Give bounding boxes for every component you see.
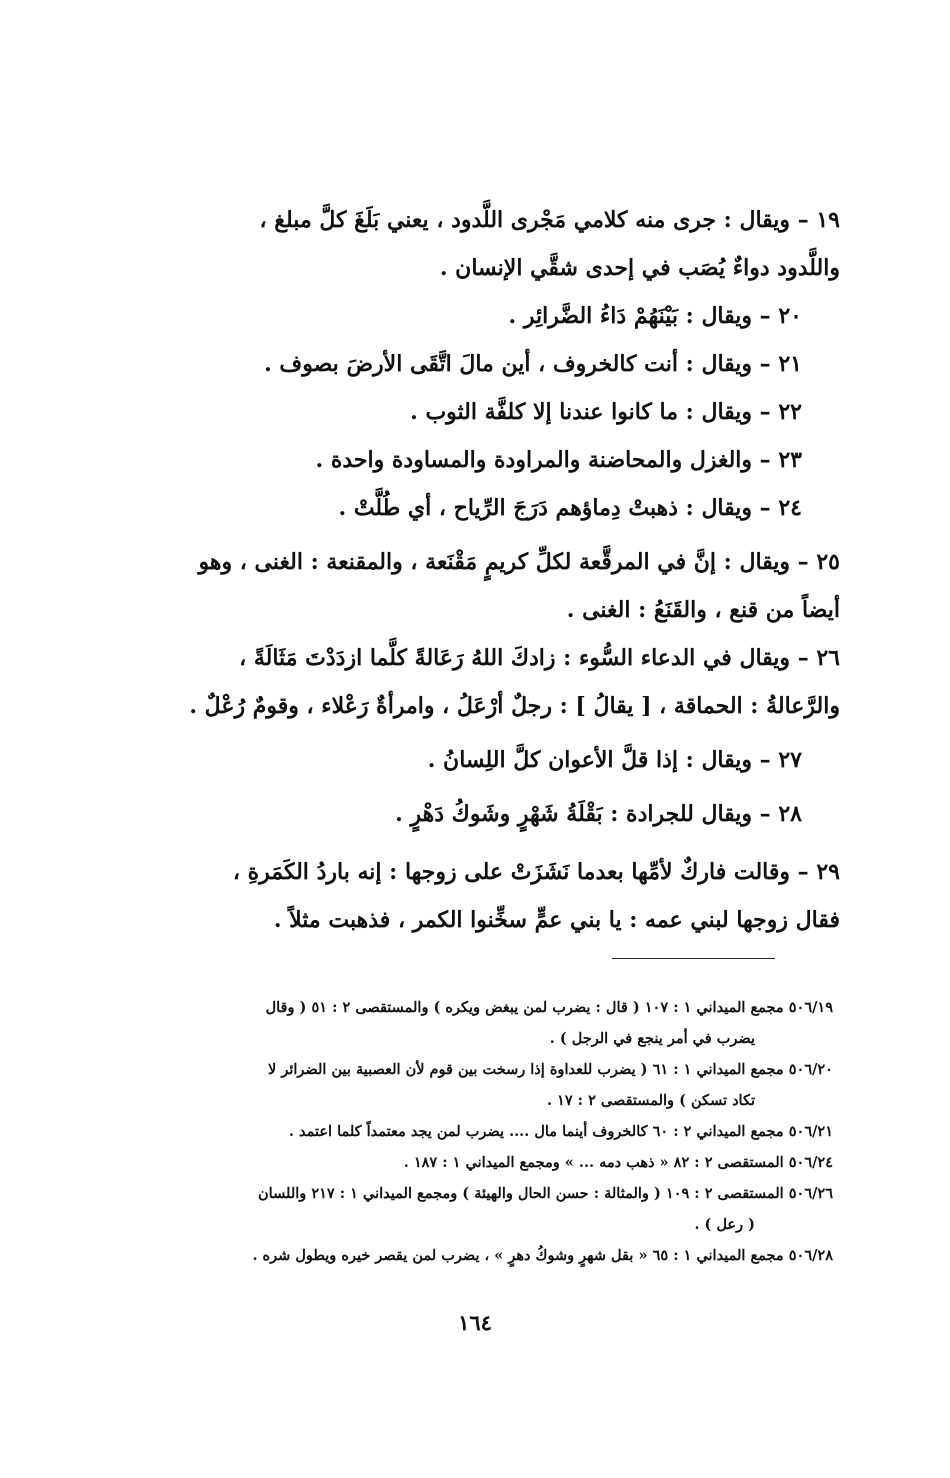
footnote-ref: ٥٠٦/٢٠ bbox=[788, 1061, 833, 1078]
entry-text: – ويقال : أنت كالخروف ، أين مالَ اتَّقَى الأرضَ بصوف . bbox=[264, 351, 771, 377]
footnote bbox=[105, 1178, 833, 1240]
entry-number: ٢١ bbox=[778, 351, 802, 377]
proverb-entry-23 bbox=[110, 436, 840, 484]
entry-number: ٢٥ bbox=[816, 549, 840, 575]
footnote-text: يضرب في أمر ينجع في الرجل ) . bbox=[549, 1030, 755, 1047]
footnote bbox=[105, 1054, 833, 1116]
entry-text: والرَّعالةُ : الحماقة ، [ يقالُ ] : رجلٌ أرْعَلُ ، وامرأةٌ رَعْلاء ، وقومٌ رُعْلٌ . bbox=[189, 693, 840, 719]
entry-text: – وقالت فاركٌ لأمِّها بعدما نَشَزَتْ على زوجها : إنه باردُ الكَمَرةِ ، bbox=[232, 859, 809, 885]
entry-number: ٢٤ bbox=[778, 495, 802, 521]
page-number: ١٦٤ bbox=[458, 1310, 492, 1335]
proverb-entry-20 bbox=[110, 292, 840, 340]
proverb-entry-27 bbox=[110, 736, 840, 784]
entry-line bbox=[110, 340, 840, 388]
entry-line bbox=[110, 484, 840, 532]
entry-text: – ويقال في الدعاء السُّوء : زادكَ اللهُ رَعَالةً كلَّما ازدَدْتَ مَثَالَةً ، bbox=[239, 645, 809, 671]
footnote-text: المستقصى ٢ : ١٠٩ ( والمثالة : حسن الحال والهيئة ) ومجمع الميداني ١ : ٢١٧ واللسان bbox=[258, 1185, 784, 1202]
footnote-text: تكاد تسكن ) والمستقصى ٢ : ١٧ . bbox=[546, 1092, 755, 1109]
entry-number: ٢٧ bbox=[778, 747, 802, 773]
main-text bbox=[110, 196, 840, 944]
entry-number: ٢٩ bbox=[816, 859, 840, 885]
entry-text: واللَّدود دواءٌ يُصَب في إحدى شقَّي الإنسان . bbox=[439, 255, 840, 281]
footnote bbox=[105, 1240, 833, 1271]
entry-line-continued bbox=[110, 682, 840, 730]
entry-number: ٢٢ bbox=[778, 399, 802, 425]
footnote-line-continued bbox=[105, 1209, 833, 1240]
entry-number: ٢٦ bbox=[816, 645, 840, 671]
entry-text: – ويقال : ذهبتْ دِماؤهم دَرَجَ الرِّياح ، أي طُلَّتْ . bbox=[338, 495, 771, 521]
proverb-entry-29 bbox=[110, 848, 840, 944]
footnote-text: مجمع الميداني ٢ : ٦٠ كالخروف أينما مال .... يضرب لمن يجد معتمداً كلما اعتمد . bbox=[288, 1123, 784, 1140]
footnotes bbox=[105, 992, 833, 1271]
entry-line bbox=[110, 538, 840, 586]
entry-number: ٢٠ bbox=[778, 303, 802, 329]
entry-line bbox=[110, 790, 840, 838]
footnote bbox=[105, 1116, 833, 1147]
entry-line-continued bbox=[110, 896, 840, 944]
footnote-text: مجمع الميداني ١ : ١٠٧ ( قال : يضرب لمن يبغض ويكره ) والمستقصى ٢ : ٥١ ( وقال bbox=[265, 999, 784, 1016]
proverb-entry-26 bbox=[110, 634, 840, 730]
entry-line bbox=[110, 388, 840, 436]
footnote-text: المستقصى ٢ : ٨٢ « ذهب دمه ... » ومجمع الميداني ١ : ١٨٧ . bbox=[403, 1154, 784, 1171]
footnote-ref: ٥٠٦/٢١ bbox=[788, 1123, 833, 1140]
footnote-line-continued bbox=[105, 1085, 833, 1116]
entry-line bbox=[110, 848, 840, 896]
footnote-divider bbox=[612, 958, 775, 959]
entry-number: ١٩ bbox=[816, 207, 840, 233]
entry-text: – ويقال : إذا قلَّ الأعوان كلَّ اللِسانُ . bbox=[427, 747, 771, 773]
entry-line bbox=[110, 634, 840, 682]
entry-line bbox=[110, 292, 840, 340]
entry-text: فقال زوجها لبني عمه : يا بني عمٍّ سخِّنوا الكمر ، فذهبت مثلاً . bbox=[273, 907, 840, 933]
footnote-line bbox=[105, 992, 833, 1023]
footnote-ref: ٥٠٦/٢٤ bbox=[788, 1154, 833, 1171]
footnote-ref: ٥٠٦/٢٨ bbox=[788, 1247, 833, 1264]
entry-line bbox=[110, 196, 840, 244]
entry-text: – ويقال للجرادة : بَقْلَةُ شَهْرٍ وشَوكُ دَهْرٍ . bbox=[395, 801, 771, 827]
footnote-line bbox=[105, 1054, 833, 1085]
footnote-text: ( رعل ) . bbox=[694, 1216, 755, 1233]
entry-text: أيضاً من قنع ، والقَنَعُ : الغنى . bbox=[566, 597, 840, 623]
footnote-line bbox=[105, 1240, 833, 1271]
entry-text: – ويقال : جرى منه كلامي مَجْرى اللَّدود ، يعني بَلَغَ كلَّ مبلغ ، bbox=[259, 207, 809, 233]
entry-text: – ويقال : إنَّ في المرقَّعة لكلِّ كريمٍ مَقْنَعة ، والمقنعة : الغنى ، وهو bbox=[198, 549, 809, 575]
entry-line bbox=[110, 736, 840, 784]
proverb-entry-19 bbox=[110, 196, 840, 292]
entry-number: ٢٣ bbox=[778, 447, 802, 473]
footnote bbox=[105, 992, 833, 1054]
entry-line bbox=[110, 436, 840, 484]
proverb-entry-21 bbox=[110, 340, 840, 388]
entry-line-continued bbox=[110, 586, 840, 634]
footnote-text: مجمع الميداني ١ : ٦١ ( يضرب للعداوة إذا رسخت بين قوم لأن العصبية بين الضرائر لا bbox=[268, 1061, 784, 1078]
entry-text: – ويقال : ما كانوا عندنا إلا كلفَّة الثوب . bbox=[410, 399, 771, 425]
proverb-entry-28 bbox=[110, 790, 840, 838]
proverb-entry-25 bbox=[110, 538, 840, 634]
footnote-ref: ٥٠٦/٢٦ bbox=[788, 1185, 833, 1202]
footnote-line bbox=[105, 1147, 833, 1178]
footnote-line bbox=[105, 1178, 833, 1209]
footnote-line bbox=[105, 1116, 833, 1147]
footnote-line-continued bbox=[105, 1023, 833, 1054]
footnote-text: مجمع الميداني ١ : ٦٥ « بقل شهرٍ وشوكُ دهرٍ » ، يضرب لمن يقصر خيره ويطول شره . bbox=[252, 1247, 784, 1264]
footnote-ref: ٥٠٦/١٩ bbox=[788, 999, 833, 1016]
entry-text: – والغزل والمحاضنة والمراودة والمساودة واحدة . bbox=[315, 447, 771, 473]
proverb-entry-22 bbox=[110, 388, 840, 436]
entry-line-continued bbox=[110, 244, 840, 292]
entry-number: ٢٨ bbox=[778, 801, 802, 827]
entry-text: – ويقال : بَيْنَهُمْ دَاءُ الضَّرائِر . bbox=[508, 303, 771, 329]
proverb-entry-24 bbox=[110, 484, 840, 532]
footnote bbox=[105, 1147, 833, 1178]
